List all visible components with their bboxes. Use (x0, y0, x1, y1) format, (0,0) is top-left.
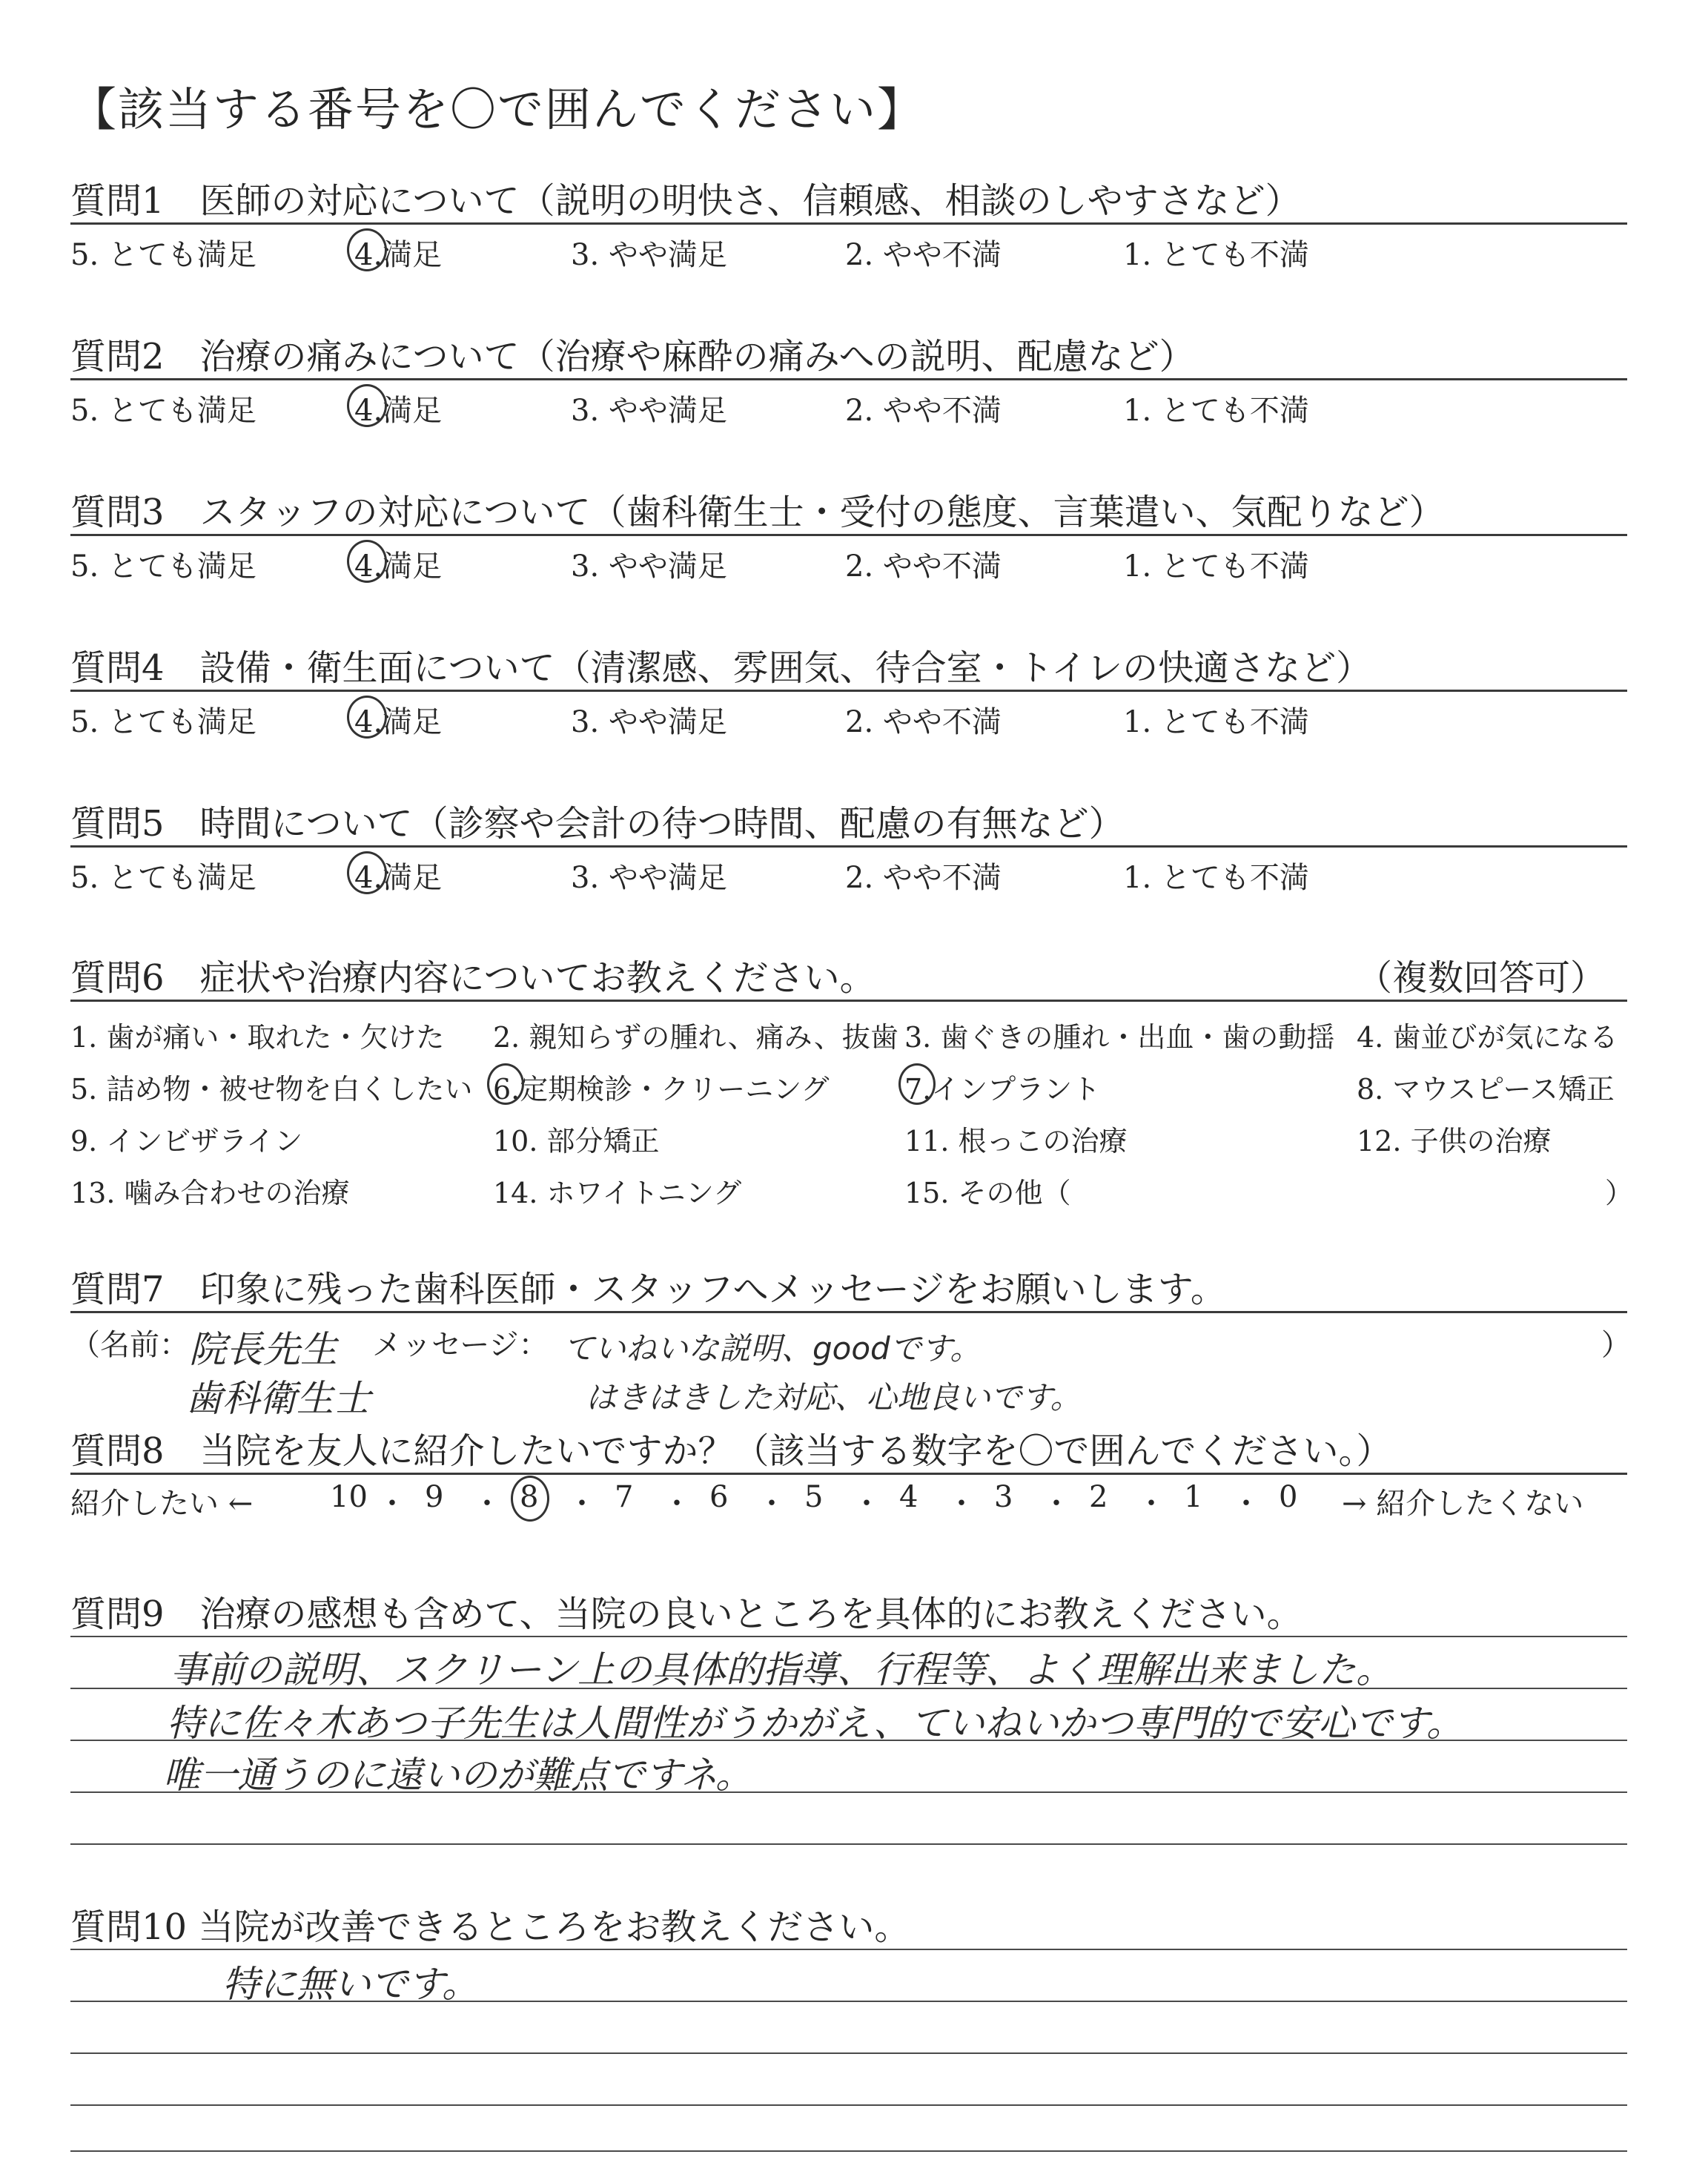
q1-option-3[interactable]: 3. やや満足 (571, 238, 727, 272)
q8-scale-0[interactable]: 0 (1279, 1480, 1298, 1514)
q4-option-4[interactable]: 4.満足 (354, 705, 443, 739)
q1-option-4[interactable]: 4.満足 (354, 238, 443, 272)
q7-hand-message-2: はきはきした対応、心地良いです。 (586, 1379, 1082, 1416)
q7-title: 質問7 印象に残った歯科医師・スタッフへメッセージをお願いします。 (70, 1269, 1226, 1310)
q3-option-5[interactable]: 5. とても満足 (70, 549, 256, 584)
q8-scale-2[interactable]: 2 (1089, 1480, 1108, 1514)
q8-scale-10[interactable]: 10 (330, 1480, 368, 1514)
q8-scale-separator: ・ (472, 1487, 502, 1521)
q8-scale-separator: ・ (1042, 1487, 1071, 1521)
q8-scale-separator: ・ (757, 1487, 787, 1521)
q10-line-1 (70, 1949, 1627, 1950)
q3-rule (70, 534, 1627, 536)
q8-scale-3[interactable]: 3 (994, 1480, 1013, 1514)
q6-option-11[interactable]: 11. 根っこの治療 (904, 1125, 1128, 1157)
q6-option-5[interactable]: 5. 詰め物・被せ物を白くしたい (70, 1073, 473, 1106)
q10-line-4 (70, 2104, 1627, 2106)
q8-scale-4[interactable]: 4 (899, 1480, 918, 1514)
q6-option-10[interactable]: 10. 部分矯正 (493, 1125, 660, 1157)
q9-title: 質問9 治療の感想も含めて、当院の良いところを具体的にお教えください。 (70, 1593, 1302, 1635)
q6-option-3[interactable]: 3. 歯ぐきの腫れ・出血・歯の動揺 (904, 1021, 1335, 1054)
q8-scale-5[interactable]: 5 (804, 1480, 824, 1514)
q6-option-15[interactable]: 15. その他（ (904, 1177, 1071, 1209)
q2-rule (70, 378, 1627, 380)
q7-hand-message-1: ていねいな説明、goodです。 (563, 1330, 982, 1367)
q3-option-2[interactable]: 2. やや不満 (845, 549, 1002, 584)
q5-rule (70, 845, 1627, 848)
q8-scale-separator: ・ (1136, 1487, 1166, 1521)
q4-option-3[interactable]: 3. やや満足 (571, 705, 727, 739)
q8-rule (70, 1473, 1627, 1475)
q6-option-14[interactable]: 14. ホワイトニング (493, 1177, 742, 1209)
q4-selected-circle (347, 696, 387, 739)
q8-right-label: → 紹介したくない (1342, 1487, 1584, 1521)
q9-line-1 (70, 1636, 1627, 1637)
q8-left-label: 紹介したい ← (70, 1487, 254, 1521)
q6-option-9[interactable]: 9. インビザライン (70, 1125, 303, 1157)
q4-option-2[interactable]: 2. やや不満 (845, 705, 1002, 739)
q5-option-2[interactable]: 2. やや不満 (845, 861, 1002, 895)
q2-selected-circle (347, 384, 387, 427)
q5-selected-circle (347, 851, 387, 894)
q5-option-4[interactable]: 4.満足 (354, 861, 443, 895)
q4-option-5[interactable]: 5. とても満足 (70, 705, 256, 739)
q8-scale-8[interactable]: 8 (520, 1480, 539, 1514)
q3-option-4[interactable]: 4.満足 (354, 549, 443, 584)
q10-title: 質問10 当院が改善できるところをお教えください。 (70, 1906, 910, 1948)
q4-rule (70, 690, 1627, 692)
q2-option-4[interactable]: 4.満足 (354, 394, 443, 428)
q8-scale-separator: ・ (567, 1487, 597, 1521)
q8-scale-6[interactable]: 6 (709, 1480, 729, 1514)
q1-selected-circle (347, 228, 387, 271)
q5-option-5[interactable]: 5. とても満足 (70, 861, 256, 895)
q9-answer-line-1: 事前の説明、スクリーン上の具体的指導、行程等、よく理解出来ました。 (171, 1648, 1393, 1691)
q10-line-5 (70, 2150, 1627, 2152)
q6-option-6[interactable]: 6.定期検診・クリーニング (493, 1073, 830, 1106)
q7-hand-name-1: 院長先生 (189, 1328, 337, 1371)
q6-option-16: ） (1605, 1177, 1634, 1209)
q1-rule (70, 222, 1627, 225)
q6-note: （複数回答可） (1357, 957, 1606, 999)
q1-title: 質問1 医師の対応について（説明の明快さ、信頼感、相談のしやすさなど） (70, 180, 1301, 222)
q2-option-5[interactable]: 5. とても満足 (70, 394, 256, 428)
q8-scale-7[interactable]: 7 (615, 1480, 634, 1514)
q6-option-4[interactable]: 4. 歯並びが気になる (1357, 1021, 1618, 1054)
q10-answer: 特に無いです。 (222, 1963, 479, 2006)
q1-option-1[interactable]: 1. とても不満 (1123, 238, 1309, 272)
q6-option-7[interactable]: 7.インプラント (904, 1073, 1101, 1106)
q9-answer-line-2: 特に佐々木あつ子先生は人間性がうかがえ、ていねいかつ専門的で安心です。 (167, 1702, 1463, 1745)
q7-hand-name-2: 歯科衛生士 (185, 1377, 371, 1420)
q8-scale-1[interactable]: 1 (1184, 1480, 1203, 1514)
q2-title: 質問2 治療の痛みについて（治療や麻酔の痛みへの説明、配慮など） (70, 336, 1195, 377)
q8-scale-separator: ・ (852, 1487, 881, 1521)
q4-title: 質問4 設備・衛生面について（清潔感、雰囲気、待合室・トイレの快適さなど） (70, 647, 1372, 689)
q10-line-3 (70, 2052, 1627, 2054)
q7-rule (70, 1311, 1627, 1313)
q9-line-5 (70, 1843, 1627, 1845)
q8-scale-separator: ・ (377, 1487, 407, 1521)
q3-selected-circle (347, 540, 387, 583)
q8-scale-9[interactable]: 9 (425, 1480, 444, 1514)
q8-scale-separator: ・ (947, 1487, 976, 1521)
q7-message-label: メッセージ： (372, 1328, 549, 1362)
q6-option-12[interactable]: 12. 子供の治療 (1357, 1125, 1552, 1157)
q4-option-1[interactable]: 1. とても不満 (1123, 705, 1309, 739)
q1-option-2[interactable]: 2. やや不満 (845, 238, 1002, 272)
q1-option-5[interactable]: 5. とても満足 (70, 238, 256, 272)
q6-rule (70, 1000, 1627, 1002)
q9-answer-line-3: 唯一通うのに遠いのが難点ですネ。 (163, 1754, 752, 1797)
q7-close-paren: ） (1601, 1328, 1631, 1362)
q5-option-3[interactable]: 3. やや満足 (571, 861, 727, 895)
q2-option-3[interactable]: 3. やや満足 (571, 394, 727, 428)
q6-option-8[interactable]: 8. マウスピース矯正 (1357, 1073, 1615, 1106)
q2-option-2[interactable]: 2. やや不満 (845, 394, 1002, 428)
q3-title: 質問3 スタッフの対応について（歯科衛生士・受付の態度、言葉遣い、気配りなど） (70, 492, 1445, 533)
q5-title: 質問5 時間について（診察や会計の待つ時間、配慮の有無など） (70, 803, 1125, 845)
q6-selected-circle-6 (487, 1063, 524, 1105)
q7-name-label: （名前： (70, 1328, 189, 1362)
q6-option-2[interactable]: 2. 親知らずの腫れ、痛み、抜歯 (493, 1021, 898, 1054)
q8-scale-separator: ・ (662, 1487, 692, 1521)
q3-option-3[interactable]: 3. やや満足 (571, 549, 727, 584)
page-title: 【該当する番号を〇で囲んでください】 (70, 82, 925, 136)
q5-option-1[interactable]: 1. とても不満 (1123, 861, 1309, 895)
q6-selected-circle-7 (898, 1063, 936, 1105)
q8-selected-circle (511, 1476, 549, 1522)
q3-option-1[interactable]: 1. とても不満 (1123, 549, 1309, 584)
q2-option-1[interactable]: 1. とても不満 (1123, 394, 1309, 428)
q6-option-13[interactable]: 13. 噛み合わせの治療 (70, 1177, 350, 1209)
q6-option-1[interactable]: 1. 歯が痛い・取れた・欠けた (70, 1021, 445, 1054)
q8-scale-separator: ・ (1231, 1487, 1261, 1521)
q8-title: 質問8 当院を友人に紹介したいですか？（該当する数字を〇で囲んでください。） (70, 1430, 1392, 1472)
q6-title: 質問6 症状や治療内容についてお教えください。 (70, 957, 875, 999)
